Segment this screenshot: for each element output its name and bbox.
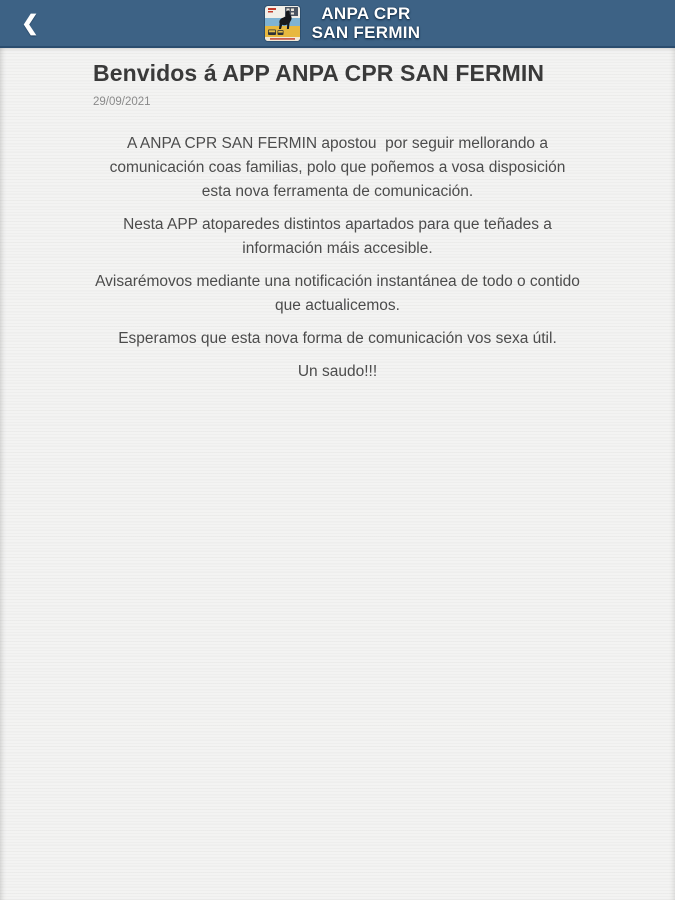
- article-paragraph: Avisarémovos mediante una notificación instantánea de todo o contido que actualicemos.: [95, 273, 585, 314]
- article-paragraph: Nesta APP atoparedes distintos apartados para que teñades a información máis accesible.: [123, 216, 561, 257]
- content-area[interactable]: [0, 48, 675, 900]
- app-title-line1: ANPA CPR: [321, 4, 411, 23]
- article-paragraph: A ANPA CPR SAN FERMIN apostou por seguir mellorando a comunicación coas familias, polo que poñemos a vosa disposición esta nova ferramenta de comunicación.: [109, 135, 570, 200]
- article-date: 29/09/2021: [93, 96, 151, 108]
- article-paragraph: Esperamos que esta nova forma de comunicación vos sexa útil.: [118, 330, 557, 347]
- anpa-logo-icon: [265, 6, 300, 41]
- app-title-line2: SAN FERMIN: [311, 23, 421, 42]
- app-title: [312, 4, 421, 42]
- back-icon: ❮: [21, 11, 39, 35]
- article-paragraph: Un saudo!!!: [297, 363, 378, 380]
- back-button[interactable]: [8, 0, 52, 46]
- article-title: Benvidos á APP ANPA CPR SAN FERMIN: [93, 60, 545, 86]
- header-title-group: [265, 4, 421, 42]
- article-body: [93, 132, 585, 384]
- app-header: [0, 0, 675, 48]
